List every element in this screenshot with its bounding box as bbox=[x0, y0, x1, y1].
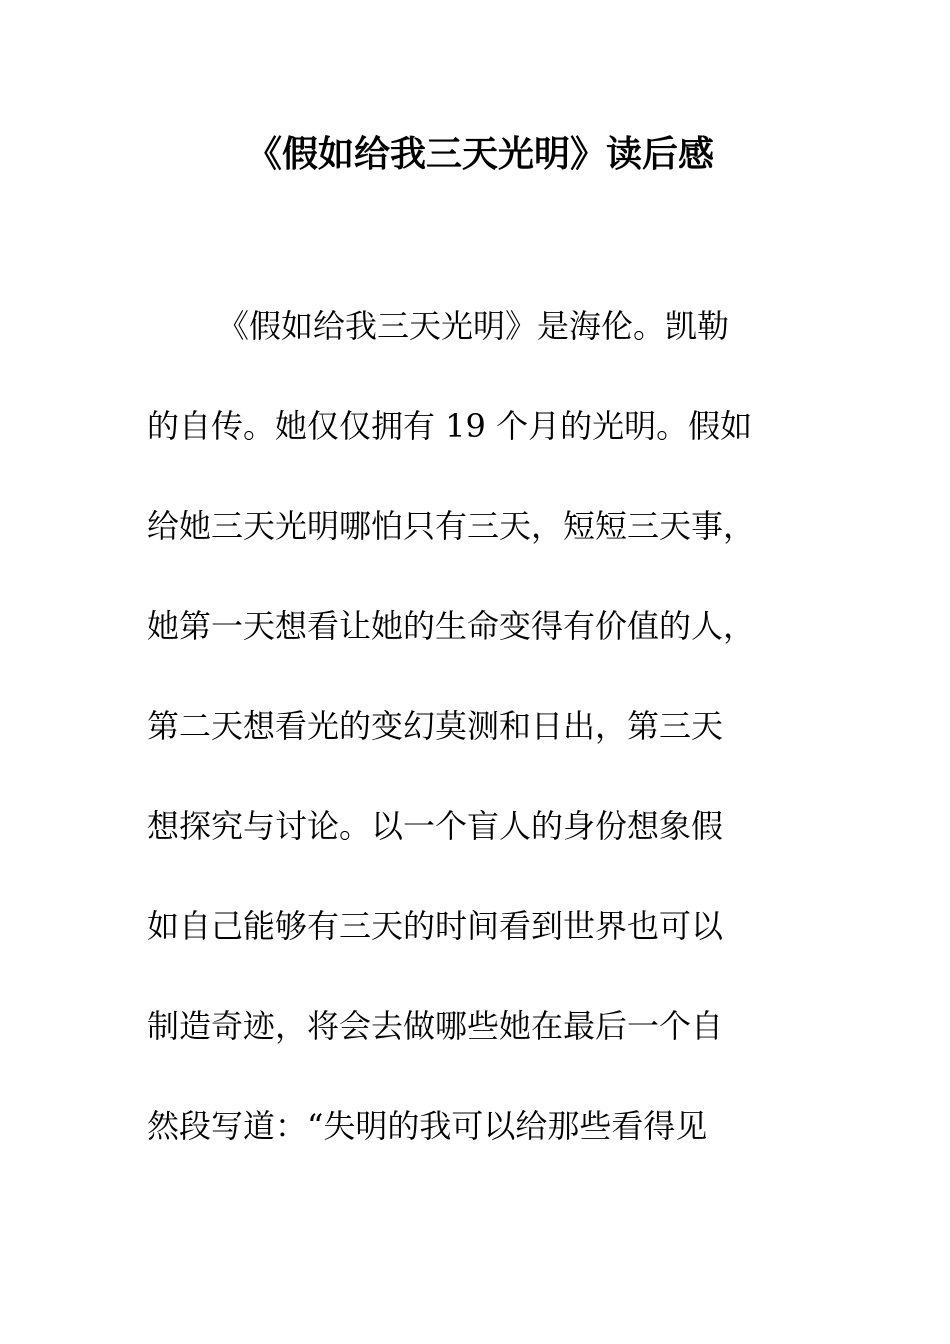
body-line: 她第一天想看让她的生命变得有价值的人， bbox=[147, 607, 756, 645]
essay-body bbox=[147, 296, 807, 1196]
body-line: 的自传。她仅仅拥有 19 个月的光明。假如 bbox=[147, 407, 753, 445]
body-line: 《假如给我三天光明》是海伦。凯勒 bbox=[217, 307, 730, 345]
body-line: 给她三天光明哪怕只有三天，短短三天事， bbox=[147, 507, 756, 545]
body-line: 想探究与讨论。以一个盲人的身份想象假 bbox=[147, 807, 724, 845]
body-line: 如自己能够有三天的时间看到世界也可以 bbox=[147, 907, 724, 945]
document-title: 《假如给我三天光明》读后感 bbox=[245, 133, 714, 175]
body-line: 第二天想看光的变幻莫测和日出，第三天 bbox=[147, 707, 724, 745]
body-line: 然段写道：“失明的我可以给那些看得见 bbox=[147, 1107, 708, 1145]
body-line: 制造奇迹，将会去做哪些她在最后一个自 bbox=[147, 1007, 724, 1045]
